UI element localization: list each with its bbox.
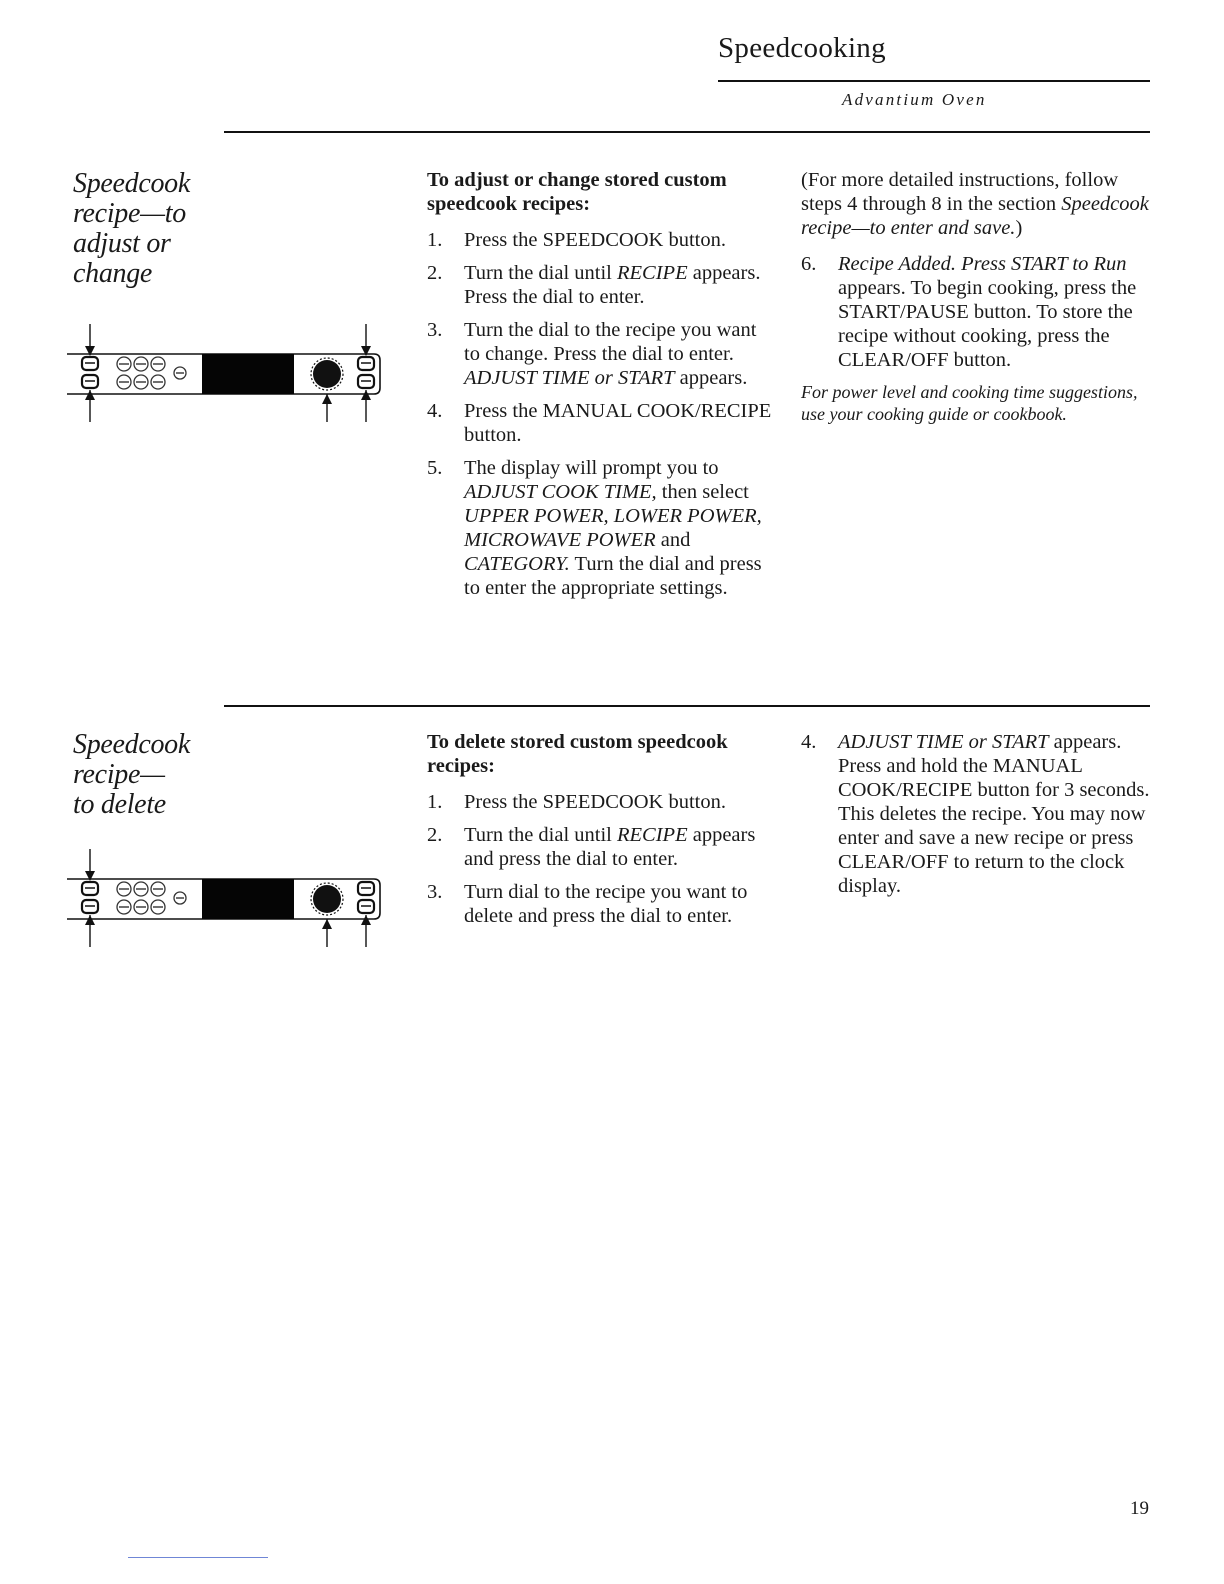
list-item xyxy=(427,790,777,814)
step-number: 3. xyxy=(427,881,443,903)
header-short-rule xyxy=(718,80,1150,82)
section-title-line: change xyxy=(73,258,153,289)
step-number: 2. xyxy=(427,262,443,284)
emphasized-text: RECIPE xyxy=(617,824,688,846)
footer-link-rule xyxy=(128,1557,268,1558)
emphasized-text: UPPER POWER, LOWER POWER, MICROWAVE POWER xyxy=(464,505,762,551)
section-1-instructions xyxy=(427,168,772,609)
list-item xyxy=(427,823,777,871)
list-item xyxy=(801,730,1153,898)
step-text: Turn the dial until xyxy=(464,262,617,284)
step-text: appears and press the dial to enter. xyxy=(464,824,756,870)
step-list xyxy=(427,790,777,928)
emphasized-text: RECIPE xyxy=(617,262,688,284)
step-body xyxy=(464,318,772,390)
step-number: 4. xyxy=(801,731,817,753)
emphasized-text: Recipe Added. Press START to Run xyxy=(838,253,1127,275)
step-text: Turn the dial and press to enter the appropriate settings. xyxy=(464,553,762,599)
step-text: appears. Press and hold the MANUAL COOK/RECIPE button for 3 seconds. This deletes the recipe. You may now enter and save a new recipe or press CLEAR/OFF to return to the clock display. xyxy=(838,731,1150,897)
emphasized-text: Speedcook recipe—to enter and save. xyxy=(801,193,1149,239)
step-text: Press the SPEEDCOOK button. xyxy=(464,791,726,813)
section-title-line: Speedcook xyxy=(73,168,191,199)
step-body xyxy=(464,823,777,871)
emphasized-text: ADJUST TIME or START xyxy=(464,367,675,389)
step-number: 1. xyxy=(427,791,443,813)
control-panel-diagram-delete xyxy=(62,843,392,951)
step-text: Turn the dial to the recipe you want to change. Press the dial to enter. xyxy=(464,319,757,365)
page-number: 19 xyxy=(1130,1498,1149,1519)
list-item xyxy=(427,228,772,252)
detail-reference xyxy=(801,168,1153,240)
section-title-line: recipe—to xyxy=(73,198,186,229)
step-number: 1. xyxy=(427,229,443,251)
step-number: 3. xyxy=(427,319,443,341)
step-text: Press the MANUAL COOK/RECIPE button. xyxy=(464,400,772,446)
list-item xyxy=(427,261,772,309)
step-text: Press the SPEEDCOOK button. xyxy=(464,229,726,251)
cooking-guide-note: For power level and cooking time suggestions, use your cooking guide or cookbook. xyxy=(801,382,1138,424)
step-text: (For more detailed instructions, follow steps 4 through 8 in the section xyxy=(801,169,1119,215)
step-body xyxy=(838,252,1153,372)
step-list xyxy=(427,228,772,600)
list-item xyxy=(427,399,772,447)
step-number: 6. xyxy=(801,253,817,275)
step-body xyxy=(464,456,772,600)
step-text: ) xyxy=(1015,217,1023,239)
list-item xyxy=(427,880,777,928)
section-title-line: Speedcook xyxy=(73,729,191,760)
step-body xyxy=(464,228,772,252)
step-text: Turn the dial until xyxy=(464,824,617,846)
step-text: appears. xyxy=(674,367,748,389)
section-2-instructions xyxy=(427,730,777,937)
section-1-continued xyxy=(801,168,1153,425)
section-2-rule xyxy=(224,705,1150,707)
step-list xyxy=(801,252,1153,372)
step-text: then select xyxy=(656,481,749,503)
step-body xyxy=(464,790,777,814)
step-text: appears. Press the dial to enter. xyxy=(464,262,761,308)
page-header-title: Speedcooking xyxy=(718,32,886,64)
step-text: appears. To begin cooking, press the START/PAUSE button. To store the recipe without cooking, press the CLEAR/OFF button. xyxy=(838,277,1137,371)
step-number: 2. xyxy=(427,824,443,846)
section-2-continued xyxy=(801,730,1153,907)
emphasized-text: ADJUST COOK TIME, xyxy=(464,481,657,503)
step-number: 4. xyxy=(427,400,443,422)
step-number: 5. xyxy=(427,457,443,479)
section-1-heading: To adjust or change stored custom speedcook recipes: xyxy=(427,169,727,215)
control-panel-illustration xyxy=(62,318,392,426)
emphasized-text: ADJUST TIME or START xyxy=(838,731,1049,753)
section-1-rule xyxy=(224,131,1150,133)
step-text: The display will prompt you to xyxy=(464,457,719,479)
list-item xyxy=(801,252,1153,372)
step-body xyxy=(464,399,772,447)
step-list xyxy=(801,730,1153,898)
section-2-title xyxy=(73,730,190,820)
section-2-heading: To delete stored custom speedcook recipes: xyxy=(427,731,728,777)
step-text: Turn dial to the recipe you want to delete and press the dial to enter. xyxy=(464,881,748,927)
list-item xyxy=(427,318,772,390)
step-body xyxy=(464,261,772,309)
section-title-line: recipe— xyxy=(73,759,165,790)
step-body xyxy=(838,730,1153,898)
step-text: and xyxy=(655,529,691,551)
control-panel-diagram-adjust xyxy=(62,318,392,426)
step-body xyxy=(464,880,777,928)
page-header-subtitle: Advantium Oven xyxy=(842,90,987,109)
section-title-line: adjust or xyxy=(73,228,171,259)
section-title-line: to delete xyxy=(73,789,166,820)
list-item xyxy=(427,456,772,600)
section-1-title xyxy=(73,169,190,289)
emphasized-text: CATEGORY. xyxy=(464,553,570,575)
control-panel-illustration xyxy=(62,843,392,951)
